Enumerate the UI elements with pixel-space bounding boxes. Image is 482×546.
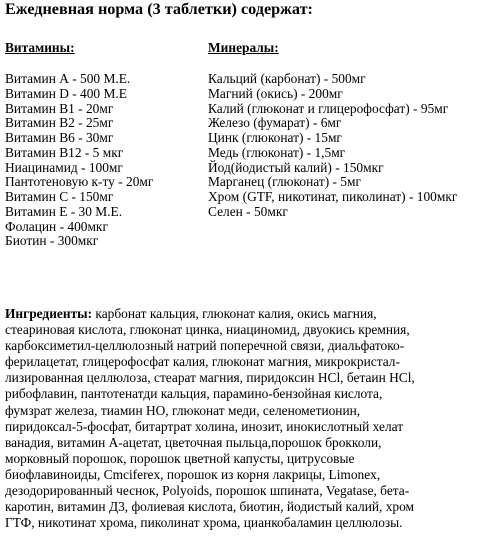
ingredients-line: карбоксиметил-целлюлозный натрий поперечной связи, диальфатоко- bbox=[5, 338, 405, 354]
mineral-item: Кальций (карбонат) - 500мг bbox=[208, 71, 366, 86]
vitamin-item: Витамин В12 - 5 мкг bbox=[5, 144, 124, 160]
ingredients-line: биофлавиноиды, Cmciferex, порошок из корня лакрицы, Limonex, bbox=[5, 466, 381, 482]
ingredients-line: стеариновая кислота, глюконат цинка, ниациномид, двуокись кремния, bbox=[5, 322, 410, 338]
ingredients-line: ферилацетат, глицерофосфат калия, глюконат магния, микрокристал- bbox=[5, 354, 400, 370]
mineral-item: Магний (окись) - 200мг bbox=[208, 85, 343, 101]
ingredients-line: ГТФ, никотинат хрома, пиколинат хрома, цианкобаламин целлюлозы. bbox=[5, 515, 403, 531]
vitamins-list bbox=[5, 72, 153, 249]
ingredients-line: ванадия, витамин А-ацетат, цветочная пыльца,порошок брокколи, bbox=[5, 434, 382, 450]
minerals-heading: Минералы: bbox=[208, 40, 279, 55]
minerals-list bbox=[208, 72, 457, 220]
mineral-item: Железо (фумарат) - 6мг bbox=[208, 115, 342, 131]
mineral-item: Селен - 50мкг bbox=[208, 203, 288, 219]
ingredients-label: Ингредиенты: bbox=[5, 306, 93, 321]
mineral-item: Калий (глюконат и глицерофосфат) - 95мг bbox=[208, 100, 449, 116]
vitamin-item: Пантотеновую к-ту - 20мг bbox=[5, 174, 154, 190]
ingredients-line: фумзрат железа, тиамин НО, глюконат меди, селенометионин, bbox=[5, 402, 361, 418]
vitamin-item: Витамин В2 - 25мг bbox=[5, 115, 114, 131]
mineral-item: Хром (GTF, никотинат, пиколинат) - 100мкг bbox=[208, 189, 458, 204]
ingredients-paragraph bbox=[5, 306, 479, 531]
mineral-item: Йод(йодистый калий) - 150мкг bbox=[208, 159, 384, 175]
vitamin-item: Биотин - 300мкг bbox=[5, 233, 99, 249]
ingredients-line: морковный порошок, порошок цветной капусты, цитрусовые bbox=[5, 450, 355, 466]
mineral-item: Цинк (глюконат) - 15мг bbox=[208, 130, 342, 145]
mineral-item: Марганец (глюконат) - 5мг bbox=[208, 174, 361, 190]
vitamin-item: Витамин В1 - 20мг bbox=[5, 100, 114, 116]
vitamin-item: Витамин С - 150мг bbox=[5, 189, 114, 204]
vitamin-item: Витамин В6 - 30мг bbox=[5, 130, 114, 145]
ingredients-line: пиридоксал-5-фосфат, битартрат холина, инозит, инокислотный хелат bbox=[5, 418, 404, 434]
ingredients-line: дезодорированный чеснок, Polyoids, порошок шпината, Vegatase, бета- bbox=[5, 483, 410, 499]
vitamin-item: Ниацинамид - 100мг bbox=[5, 159, 123, 175]
ingredients-text: карбонат кальция, глюконат калия, окись магния, bbox=[92, 306, 377, 321]
vitamin-item: Витамин Е - 30 М.Е. bbox=[5, 203, 123, 219]
vitamin-item: Фолацин - 400мкг bbox=[5, 218, 108, 234]
mineral-item: Медь (глюконат) - 1,5мг bbox=[208, 144, 346, 160]
ingredients-line: рибофлавин, пантотенатди кальция, парамино-бензойная кислота, bbox=[5, 386, 383, 402]
vitamin-item: Витамин D - 400 М.Е bbox=[5, 85, 127, 101]
vitamins-heading: Витамины: bbox=[5, 40, 75, 55]
vitamin-item: Витамин А - 500 М.Е. bbox=[5, 71, 131, 86]
ingredients-line: лизированная целлюлоза, стеарат магния, пиридоксин HCl, бетаин HCl, bbox=[5, 370, 415, 386]
ingredients-line bbox=[5, 306, 479, 322]
ingredients-line: каротин, витамин Д3, фолиевая кислота, биотин, йодистый калий, хром bbox=[5, 499, 415, 515]
page-title: Ежедневная норма (3 таблетки) содержат: bbox=[5, 0, 313, 18]
